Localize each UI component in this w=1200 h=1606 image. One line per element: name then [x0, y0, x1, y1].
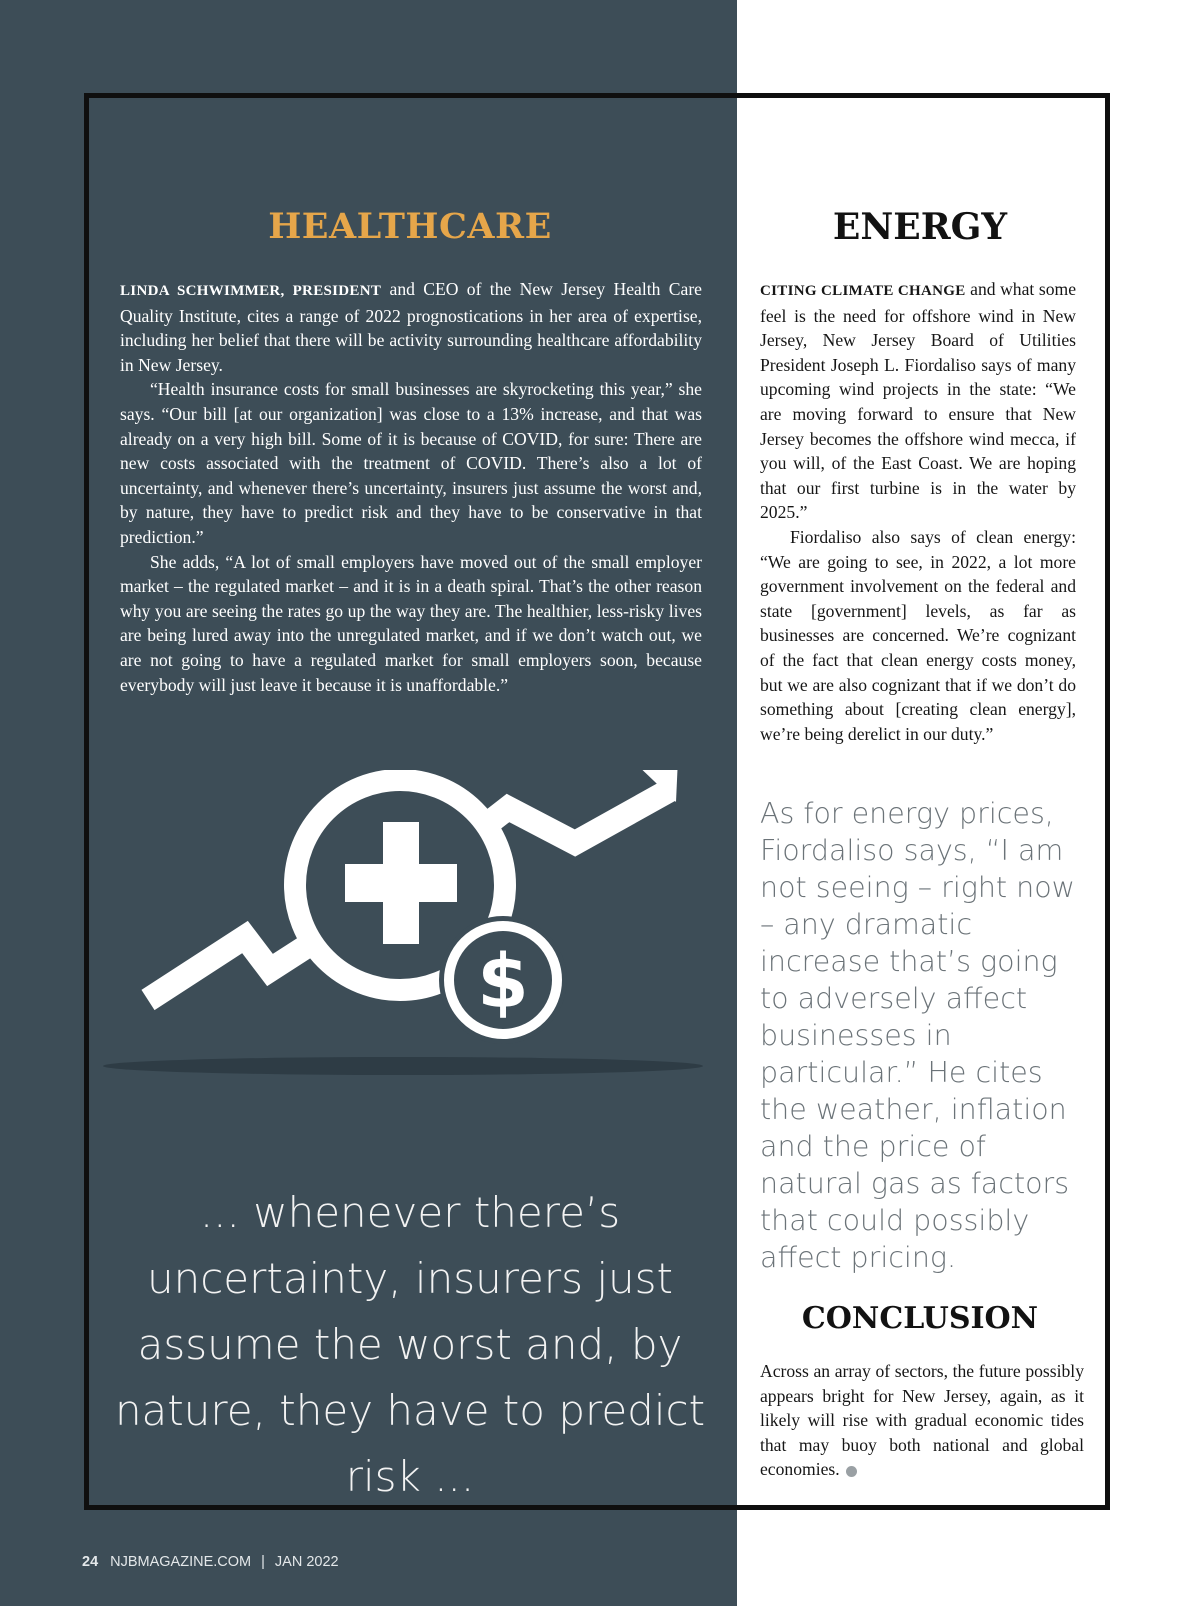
energy-paragraph-1-text: and what some feel is the need for offshore wind in New Jersey, New Jersey Board of Utilities President Joseph L. Fiordaliso says of many upcoming wind projects in the state: “We are moving forward to ensure that New Jersey becomes the offshore wind mecca, if you will, of the East Coast. We are hoping that our first turbine is in the water by 2025.”: [760, 279, 1077, 523]
energy-paragraph-1: [760, 277, 1076, 525]
healthcare-lead-in: LINDA SCHWIMMER, PRESIDENT: [120, 283, 382, 299]
energy-lead-in: CITING CLIMATE CHANGE: [760, 283, 966, 299]
healthcare-paragraph-2: “Health insurance costs for small businesses are skyrocketing this year,” she says. “Our bill [at our organization] was close to a 13% increase, and that was already on a very high bill. Some of it is because of COVID, for sure: There are new costs associated with the treatment of COVID. There’s also a lot of uncertainty, and whenever there’s uncertainty, insurers just assume the worst and, by nature, they have to predict risk and they have to be conservative in that prediction.”: [120, 379, 702, 547]
dollar-sign: $: [477, 939, 529, 1025]
energy-body: [760, 277, 1076, 746]
healthcare-paragraph-1: [120, 277, 702, 377]
healthcare-paragraph-3: She adds, “A lot of small employers have moved out of the small employer market – the regulated market – and it is in a death spiral. That’s the other reason why you are seeing the rates go up the way they are. The healthier, less-risky lives are being lured away into the unregulated market, and if we don’t watch out, we are not going to have a regulated market for small employers soon, because everybody will just leave it because it is unaffordable.”: [120, 551, 702, 695]
healthcare-body: [120, 277, 702, 697]
page-number: 24: [82, 1554, 99, 1570]
healthcare-paragraph-1-text: and CEO of the New Jersey Health Care Quality Institute, cites a range of 2022 prognostications in her area of expertise, including her belief that there will be activity surrounding healthcare affordability in New Jersey.: [120, 279, 702, 375]
conclusion-heading: CONCLUSION: [801, 1301, 1039, 1336]
conclusion-paragraph: [760, 1359, 1084, 1482]
energy-paragraph-2: Fiordaliso also says of clean energy: “We are going to see, in 2022, a lot more government involvement on the federal and state [government] levels, as far as businesses are concerned. We’re cognizant of the fact that clean energy costs money, but we are also cognizant that if we don’t do something about [creating clean energy], we’re being derelict in our duty.”: [760, 526, 1076, 744]
healthcare-pull-quote: ... whenever there’s uncertainty, insurers just assume the worst and, by nature, they have to predict risk ...: [114, 1188, 706, 1501]
page-footer: [82, 1554, 339, 1570]
illustration-shadow: [103, 1057, 703, 1075]
footer-date: JAN 2022: [274, 1554, 339, 1570]
footer-separator: |: [261, 1554, 265, 1570]
healthcare-heading: HEALTHCARE: [268, 206, 552, 247]
energy-pull-quote: As for energy prices, Fiordaliso says, “I am not seeing – right now – any dramatic increase that’s going to adversely affect businesses in particular.” He cites the weather, inflation and the price of natural gas as factors that could possibly affect pricing.: [760, 797, 1075, 1274]
healthcare-cost-illustration: [100, 770, 730, 1110]
conclusion-text: Across an array of sectors, the future possibly appears bright for New Jersey, again, as it likely will rise with gradual economic tides that may buoy both national and global economies.: [760, 1361, 1084, 1480]
end-mark-icon: [846, 1466, 857, 1477]
footer-site: NJBMAGAZINE.COM: [110, 1554, 252, 1570]
dollar-coin-icon: [439, 916, 567, 1044]
conclusion-body: [760, 1359, 1084, 1482]
energy-heading: ENERGY: [832, 206, 1008, 248]
